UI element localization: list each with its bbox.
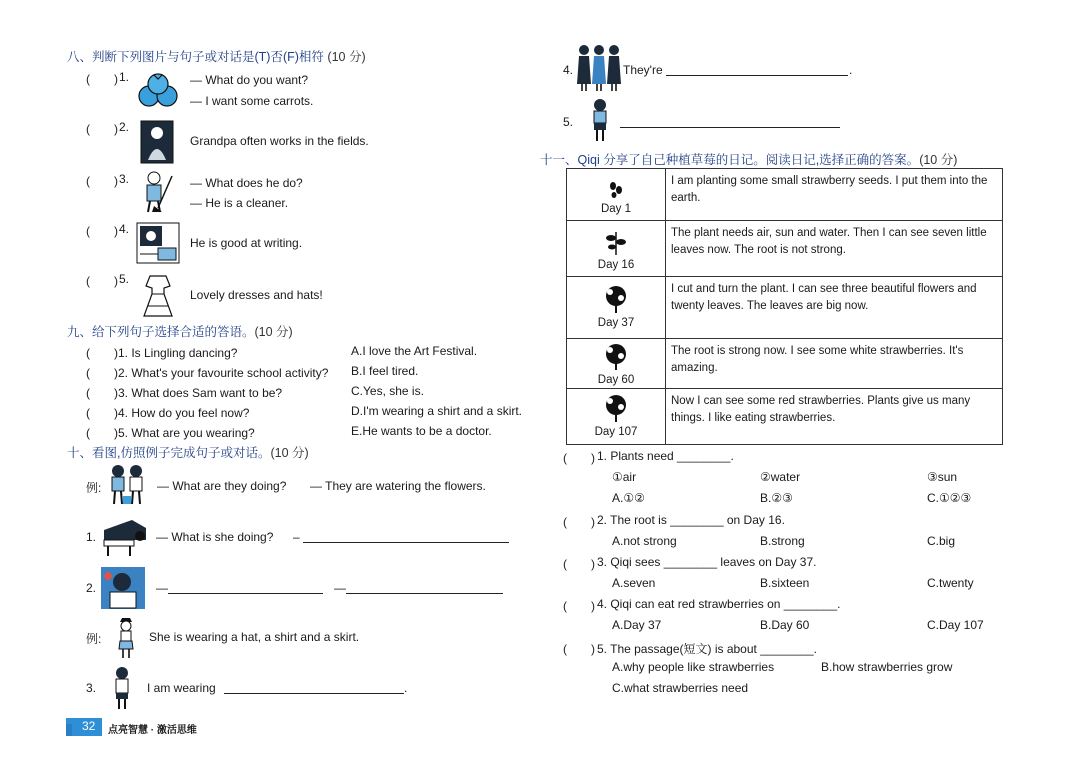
full-stop: . — [849, 63, 853, 77]
sub-option: ②water — [760, 470, 801, 484]
full-stop: . — [404, 681, 408, 695]
question-stem: 1. Plants need ________. — [597, 449, 734, 463]
match-question[interactable]: ( )3. What does Sam want to be? — [86, 386, 283, 400]
day-cell: Day 60 — [567, 339, 666, 389]
dash: — — [334, 581, 346, 595]
diary-text: Now I can see some red strawberries. Plants give us many things. I like eating strawberries. — [666, 389, 1003, 445]
page-tab-accent — [66, 724, 72, 736]
option-a[interactable]: A.seven — [612, 576, 656, 590]
diary-table — [566, 168, 1003, 445]
item-number: 2. — [119, 120, 130, 134]
option-a[interactable]: A.①② — [612, 491, 645, 505]
sprout-icon — [605, 228, 627, 256]
example-label: 例: — [86, 632, 102, 646]
option-b[interactable]: B.how strawberries grow — [821, 660, 953, 674]
section-8-title: 八、判断下列图片与句子或对话是(T)否(F)相符 (10 分) — [67, 50, 366, 64]
answer-paren[interactable]: ( ) — [563, 515, 595, 529]
diary-text: I am planting some small strawberry seeds. I put them into the earth. — [666, 169, 1003, 221]
match-answer: E.He wants to be a doctor. — [351, 424, 492, 438]
question-stem: 3. Qiqi sees ________ leaves on Day 37. — [597, 555, 817, 569]
day-cell: Day 1 — [567, 169, 666, 221]
page-number: 32 — [82, 719, 96, 733]
item-number: 3. — [86, 681, 97, 695]
table-row — [567, 221, 1003, 277]
diary-text: The plant needs air, sun and water. Then I can see seven little leaves now. The root is not strong. — [666, 221, 1003, 277]
dialogue-line: — What does he do? — [190, 176, 303, 190]
boy-picture — [112, 666, 132, 710]
dialogue-line: — What do you want? — [190, 73, 309, 87]
answer-paren[interactable]: ( ) — [86, 224, 118, 238]
option-b[interactable]: B.Day 60 — [760, 618, 810, 632]
table-row — [567, 277, 1003, 339]
option-a[interactable]: A.why people like strawberries — [612, 660, 775, 674]
writing-picture — [136, 222, 180, 264]
answer-paren[interactable]: ( ) — [86, 72, 118, 86]
sentence: Lovely dresses and hats! — [190, 288, 323, 302]
answer-paren[interactable]: ( ) — [86, 122, 118, 136]
example-question: — What are they doing? — [157, 479, 287, 493]
match-question[interactable]: ( )5. What are you wearing? — [86, 426, 255, 440]
item-number: 4. — [563, 63, 574, 77]
section-10-title: 十、看图,仿照例子完成句子或对话。(10 分) — [67, 446, 309, 460]
match-answer: A.I love the Art Festival. — [351, 344, 478, 358]
dress-picture — [140, 272, 176, 318]
section-9-title: 九、给下列句子选择合适的答语。(10 分) — [67, 325, 293, 339]
three-girls-picture — [576, 44, 622, 92]
question-stem: 2. The root is ________ on Day 16. — [597, 513, 785, 527]
item-number: 2. — [86, 581, 97, 595]
diary-text: The root is strong now. I see some white strawberries. It's amazing. — [666, 339, 1003, 389]
option-a[interactable]: A.Day 37 — [612, 618, 662, 632]
answer-paren[interactable]: ( ) — [86, 174, 118, 188]
answer-blank[interactable] — [346, 581, 503, 594]
day-cell: Day 16 — [567, 221, 666, 277]
piano-picture — [102, 514, 148, 556]
answer-paren[interactable]: ( ) — [86, 274, 118, 288]
tomatoes-picture — [136, 70, 180, 110]
match-question[interactable]: ( )2. What's your favourite school activity? — [86, 366, 329, 380]
table-row — [567, 389, 1003, 445]
answer-blank[interactable] — [303, 530, 509, 543]
option-c[interactable]: C.what strawberries need — [612, 681, 749, 695]
girl-in-skirt-picture — [116, 616, 136, 660]
sentence: Grandpa often works in the fields. — [190, 134, 369, 148]
item-number: 1. — [86, 530, 97, 544]
option-c[interactable]: C.big — [927, 534, 956, 548]
dash: – — [293, 530, 300, 544]
table-row — [567, 169, 1003, 221]
match-answer: B.I feel tired. — [351, 364, 419, 378]
match-answer: D.I'm wearing a shirt and a skirt. — [351, 404, 523, 418]
dialogue-line: — He is a cleaner. — [190, 196, 289, 210]
plant-icon — [601, 343, 631, 371]
match-answer: C.Yes, she is. — [351, 384, 424, 398]
watering-flowers-picture — [104, 462, 150, 508]
sub-option: ③sun — [927, 470, 958, 484]
answer-paren[interactable]: ( ) — [563, 451, 595, 465]
answer-blank[interactable] — [666, 63, 848, 76]
example-sentence: She is wearing a hat, a shirt and a skirt. — [149, 630, 360, 644]
phone-call-picture — [100, 566, 146, 610]
day-cell: Day 107 — [567, 389, 666, 445]
example-answer: — They are watering the flowers. — [310, 479, 486, 493]
answer-blank[interactable] — [224, 681, 404, 694]
item-number: 5. — [119, 272, 130, 286]
sentence: He is good at writing. — [190, 236, 303, 250]
option-c[interactable]: C.①②③ — [927, 491, 972, 505]
seed-icon — [606, 178, 626, 200]
diary-text: I cut and turn the plant. I can see three beautiful flowers and twenty leaves. The leaves are big now. — [666, 277, 1003, 339]
option-b[interactable]: B.strong — [760, 534, 805, 548]
example-label: 例: — [86, 481, 102, 495]
item-number: 5. — [563, 115, 574, 129]
match-question[interactable]: ( )4. How do you feel now? — [86, 406, 250, 420]
boy-in-shorts-picture — [590, 98, 610, 142]
question-text: — What is she doing? — [156, 530, 274, 544]
item-number: 1. — [119, 70, 130, 84]
plant-icon — [601, 393, 631, 423]
dash: — — [156, 581, 168, 595]
grandpa-picture — [140, 120, 174, 164]
item-number: 3. — [119, 172, 130, 186]
answer-blank[interactable] — [168, 581, 323, 594]
item-number: 4. — [119, 222, 130, 236]
day-cell: Day 37 — [567, 277, 666, 339]
question-stem: 4. Qiqi can eat red strawberries on ________. — [597, 597, 841, 611]
sub-option: ①air — [612, 470, 637, 484]
section-11-title: 十一、Qiqi 分享了自己种植草莓的日记。阅读日记,选择正确的答案。(10 分) — [540, 153, 958, 167]
option-c[interactable]: C.Day 107 — [927, 618, 984, 632]
answer-paren[interactable]: ( ) — [563, 642, 595, 656]
answer-paren[interactable]: ( ) — [563, 557, 595, 571]
table-row — [567, 339, 1003, 389]
cleaner-picture — [138, 170, 176, 214]
option-b[interactable]: B.②③ — [760, 491, 793, 505]
option-b[interactable]: B.sixteen — [760, 576, 810, 590]
answer-paren[interactable]: ( ) — [563, 599, 595, 613]
dialogue-line: — I want some carrots. — [190, 94, 314, 108]
plant-icon — [601, 284, 631, 314]
match-question[interactable]: ( )1. Is Lingling dancing? — [86, 346, 238, 360]
option-a[interactable]: A.not strong — [612, 534, 677, 548]
answer-blank[interactable] — [620, 115, 840, 128]
option-c[interactable]: C.twenty — [927, 576, 974, 590]
footer-slogan: 点亮智慧 · 激活思维 — [108, 725, 197, 736]
question-stem: 5. The passage(短文) is about ________. — [597, 642, 817, 656]
sentence-start: They're — [623, 63, 663, 77]
sentence-start: I am wearing — [147, 681, 216, 695]
